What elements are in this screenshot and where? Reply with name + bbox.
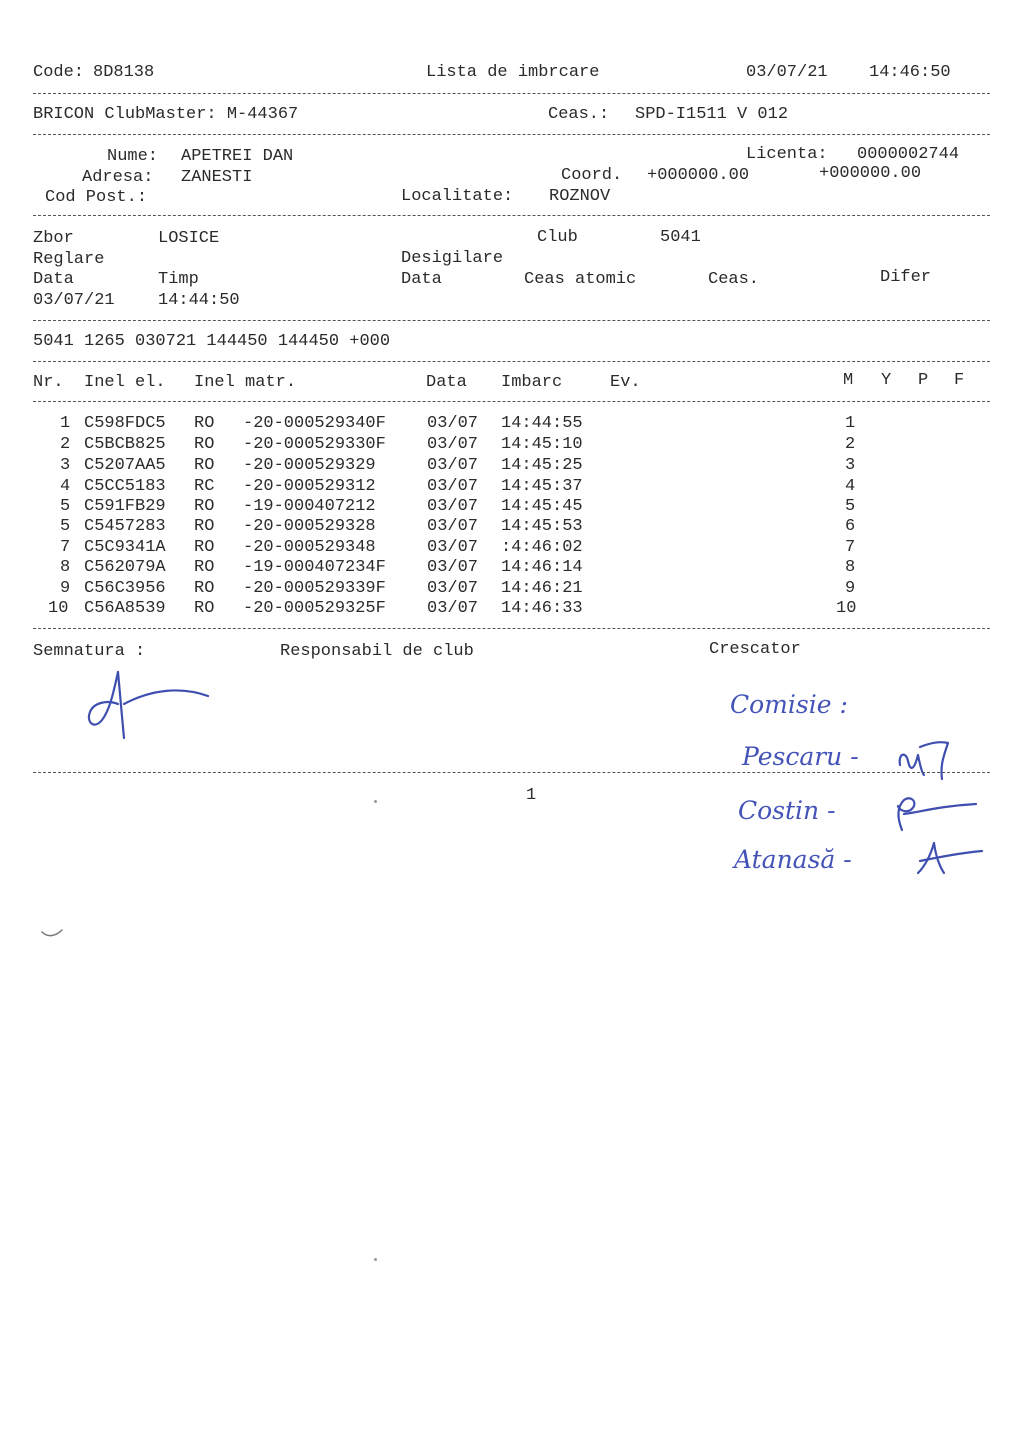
row-inel-el: C5BCB825 [84,435,166,454]
row-country: RC [194,477,215,496]
col-imbarc: Imbarc [501,373,563,392]
name-label: Nume: [107,147,159,166]
row-data: 03/07 [427,517,479,536]
row-data: 03/07 [427,477,479,496]
row-m: 1 [845,414,856,433]
table-row [0,497,1024,517]
row-m: 2 [845,435,856,454]
row-inel-el: C5207AA5 [84,456,166,475]
col-y: Y [881,371,892,390]
row-country: RO [194,497,215,516]
coord-1: +000000.00 [647,166,750,185]
row-country: RO [194,414,215,433]
owner-name: APETREI DAN [181,147,294,166]
club-responsible-label: Responsabil de club [280,642,474,661]
row-data: 03/07 [427,538,479,557]
row-m: 4 [845,477,856,496]
license-label: Licenta: [746,145,828,164]
table-row [0,435,1024,455]
row-time: 14:44:55 [501,414,583,433]
timp-label: Timp [158,270,199,289]
divider [33,93,990,94]
row-time: 14:45:53 [501,517,583,536]
divider [33,401,990,402]
ceas-atomic-label: Ceas atomic [524,270,637,289]
address-value: ZANESTI [181,168,253,187]
coord-label: Coord. [561,166,623,185]
scan-speck [374,1258,377,1261]
row-inel-matr: -20-000529325F [243,599,386,618]
table-row [0,599,1024,619]
locality-label: Localitate: [401,187,514,206]
ceas-label: Ceas. [708,270,760,289]
divider [33,215,990,216]
row-country: RO [194,599,215,618]
row-inel-el: C598FDC5 [84,414,166,433]
row-nr: 5 [60,517,71,536]
coord-2: +000000.00 [819,164,922,183]
row-nr: 10 [48,599,69,618]
divider [33,361,990,362]
code-value: 8D8138 [93,63,155,82]
row-nr: 4 [60,477,71,496]
divider [33,772,990,773]
row-time: 14:46:14 [501,558,583,577]
handwritten-commission: Comisie : [730,690,848,719]
table-row [0,477,1024,497]
locality-value: ROZNOV [549,187,611,206]
row-data: 03/07 [427,435,479,454]
row-inel-el: C5CC5183 [84,477,166,496]
flight-time: 14:44:50 [158,291,240,310]
row-inel-el: C56A8539 [84,599,166,618]
table-row [0,558,1024,578]
row-m: 8 [845,558,856,577]
data-label: Data [33,270,74,289]
club-value: 5041 [660,228,701,247]
divider [33,320,990,321]
row-time: :4:46:02 [501,538,583,557]
clock-label: Ceas.: [548,105,610,124]
row-time: 14:45:45 [501,497,583,516]
col-inel-el: Inel el. [84,373,166,392]
row-nr: 3 [60,456,71,475]
divider [33,628,990,629]
row-country: RO [194,435,215,454]
difer-label: Difer [880,268,932,287]
row-nr: 9 [60,579,71,598]
row-m: 6 [845,517,856,536]
col-inel-matr: Inel matr. [194,373,297,392]
row-inel-matr: -20-000529348 [243,538,376,557]
table-row [0,414,1024,434]
col-m: M [843,371,854,390]
row-time: 14:45:37 [501,477,583,496]
header-time: 14:46:50 [869,63,951,82]
signature-member-3 [910,835,990,885]
table-row [0,579,1024,599]
postal-label: Cod Post.: [45,188,148,207]
signature-label: Semnatura : [33,642,146,661]
system-name: BRICON ClubMaster: M-44367 [33,105,299,124]
row-nr: 1 [60,414,71,433]
desigilare-label: Desigilare [401,249,504,268]
row-data: 03/07 [427,579,479,598]
row-country: RO [194,456,215,475]
zbor-value: LOSICE [158,229,220,248]
club-label: Club [537,228,578,247]
col-nr: Nr. [33,373,64,392]
row-time: 14:45:10 [501,435,583,454]
row-time: 14:46:33 [501,599,583,618]
row-nr: 7 [60,538,71,557]
row-inel-matr: -19-000407234F [243,558,386,577]
handwritten-member-2: Costin - [738,796,836,825]
page-number: 1 [526,786,537,805]
row-inel-matr: -20-000529328 [243,517,376,536]
row-m: 10 [836,599,857,618]
row-nr: 2 [60,435,71,454]
row-inel-matr: -20-000529340F [243,414,386,433]
header-date: 03/07/21 [746,63,828,82]
code-line: 5041 1265 030721 144450 144450 +000 [33,332,391,351]
row-country: RO [194,517,215,536]
table-row [0,538,1024,558]
data2-label: Data [401,270,442,289]
scan-speck [374,800,377,803]
row-inel-matr: -20-000529339F [243,579,386,598]
row-inel-matr: -20-000529330F [243,435,386,454]
signature-member-1 [890,735,960,785]
signature-member-2 [880,790,980,840]
row-country: RO [194,558,215,577]
flight-date: 03/07/21 [33,291,115,310]
row-m: 5 [845,497,856,516]
row-m: 3 [845,456,856,475]
row-inel-el: C5457283 [84,517,166,536]
col-ev: Ev. [610,373,641,392]
row-data: 03/07 [427,599,479,618]
row-time: 14:46:21 [501,579,583,598]
row-country: RO [194,538,215,557]
row-m: 9 [845,579,856,598]
signature-club [80,660,220,750]
divider [33,134,990,135]
row-data: 03/07 [427,497,479,516]
col-p: P [918,371,929,390]
row-inel-el: C562079A [84,558,166,577]
table-row [0,456,1024,476]
code-label: Code: [33,63,85,82]
row-country: RO [194,579,215,598]
breeder-label: Crescator [709,640,801,659]
col-f: F [954,371,965,390]
row-nr: 5 [60,497,71,516]
address-label: Adresa: [82,168,154,187]
row-inel-el: C5C9341A [84,538,166,557]
page-title: Lista de imbrcare [426,63,600,82]
col-data: Data [426,373,467,392]
reglare-label: Reglare [33,250,105,269]
row-data: 03/07 [427,558,479,577]
scan-mark [38,926,68,940]
zbor-label: Zbor [33,229,74,248]
row-inel-el: C591FB29 [84,497,166,516]
row-data: 03/07 [427,414,479,433]
table-row [0,517,1024,537]
row-m: 7 [845,538,856,557]
row-data: 03/07 [427,456,479,475]
handwritten-member-3: Atanasă - [734,845,852,874]
row-inel-matr: -20-000529329 [243,456,376,475]
handwritten-member-1: Pescaru - [742,742,859,771]
row-time: 14:45:25 [501,456,583,475]
row-inel-el: C56C3956 [84,579,166,598]
row-inel-matr: -19-000407212 [243,497,376,516]
row-nr: 8 [60,558,71,577]
row-inel-matr: -20-000529312 [243,477,376,496]
license-value: 0000002744 [857,145,960,164]
clock-value: SPD-I1511 V 012 [635,105,789,124]
